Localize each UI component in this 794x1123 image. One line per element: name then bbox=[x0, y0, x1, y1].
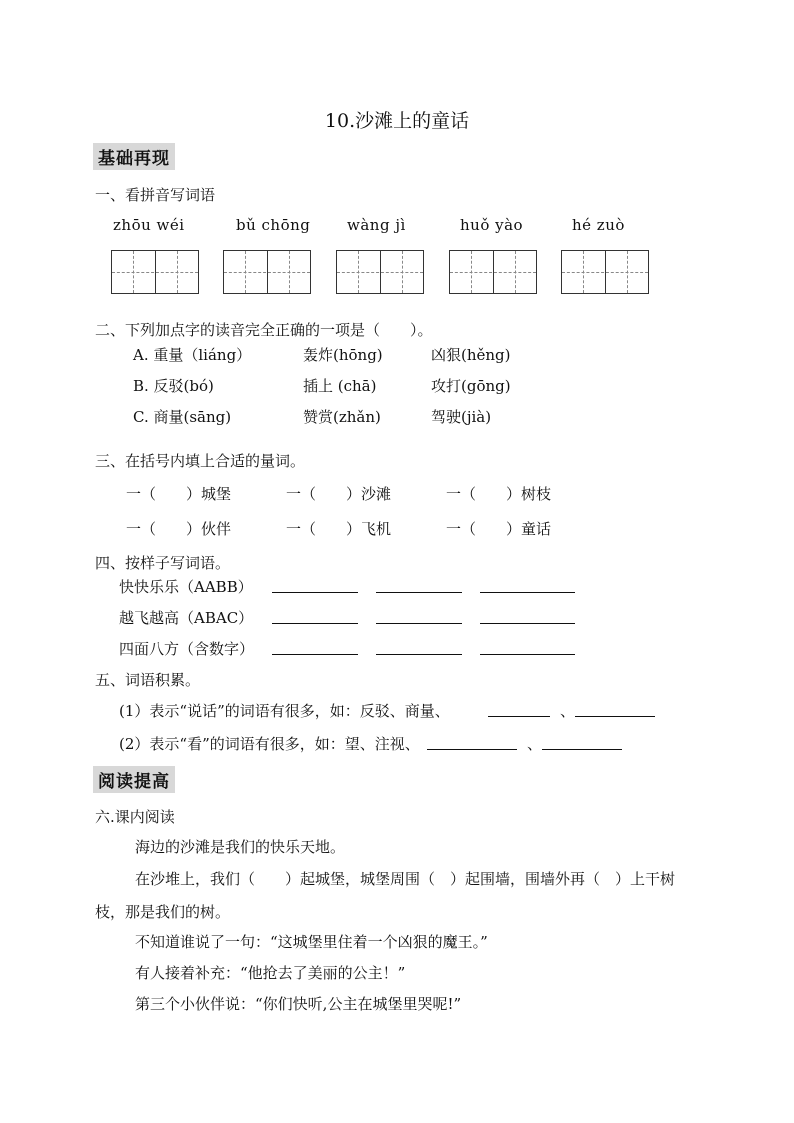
option-b-2: 插上 (chā) bbox=[303, 377, 377, 395]
answer-blank[interactable] bbox=[480, 623, 575, 624]
answer-blank[interactable] bbox=[376, 654, 462, 655]
vocab-item-1: (1）表示“说话”的词语有很多，如：反驳、商量、 bbox=[119, 702, 450, 720]
writing-grid-5[interactable] bbox=[561, 250, 649, 294]
option-c-1: C. 商量(sāng) bbox=[133, 408, 232, 426]
answer-blank[interactable] bbox=[542, 749, 622, 750]
section-banner-reading: 阅读提高 bbox=[93, 766, 175, 793]
pinyin-3: wàng jì bbox=[347, 216, 406, 234]
answer-blank[interactable] bbox=[480, 654, 575, 655]
answer-blank[interactable] bbox=[427, 749, 517, 750]
measure-word-6: 一（ ）童话 bbox=[446, 520, 552, 538]
passage-line: 海边的沙滩是我们的快乐天地。 bbox=[135, 838, 346, 856]
pinyin-2: bǔ chōng bbox=[236, 216, 311, 234]
option-a-1: A. 重量（liáng） bbox=[133, 346, 252, 364]
writing-grid-4[interactable] bbox=[449, 250, 537, 294]
option-c-2: 赞赏(zhǎn) bbox=[303, 408, 381, 426]
writing-grid-3[interactable] bbox=[336, 250, 424, 294]
passage-line: 枝，那是我们的树。 bbox=[95, 903, 231, 921]
option-b-3: 攻打(gōng) bbox=[431, 377, 511, 395]
option-a-3: 凶狠(hěng) bbox=[431, 346, 511, 364]
question-3-heading: 三、在括号内填上合适的量词。 bbox=[95, 452, 306, 470]
answer-blank[interactable] bbox=[376, 592, 462, 593]
question-2-heading: 二、下列加点字的读音完全正确的一项是（ ）。 bbox=[95, 321, 433, 339]
passage-line: 在沙堆上，我们（ ）起城堡，城堡周围（ ）起围墙，围墙外再（ ）上干树 bbox=[135, 870, 676, 888]
answer-blank[interactable] bbox=[488, 716, 550, 717]
passage-line: 不知道谁说了一句：“这城堡里住着一个凶狠的魔王。” bbox=[135, 933, 488, 951]
answer-blank[interactable] bbox=[272, 592, 358, 593]
option-c-3: 驾驶(jià) bbox=[431, 408, 492, 426]
writing-grid-2[interactable] bbox=[223, 250, 311, 294]
pinyin-5: hé zuò bbox=[572, 216, 625, 234]
section-banner-basics: 基础再现 bbox=[93, 143, 175, 170]
passage-line: 有人接着补充：“他抢去了美丽的公主！” bbox=[135, 964, 406, 982]
answer-blank[interactable] bbox=[480, 592, 575, 593]
measure-word-2: 一（ ）沙滩 bbox=[286, 485, 392, 503]
passage-line: 第三个小伙伴说：“你们快听,公主在城堡里哭呢!” bbox=[135, 995, 462, 1013]
measure-word-4: 一（ ）伙伴 bbox=[126, 520, 232, 538]
vocab-item-2: (2）表示“看”的词语有很多，如：望、注视、 bbox=[119, 735, 420, 753]
answer-blank[interactable] bbox=[376, 623, 462, 624]
pinyin-4: huǒ yào bbox=[460, 216, 524, 234]
writing-grid-1[interactable] bbox=[111, 250, 199, 294]
separator: 、 bbox=[527, 735, 543, 753]
pattern-aabb: 快快乐乐（AABB） bbox=[119, 578, 253, 596]
pattern-number: 四面八方（含数字） bbox=[119, 640, 255, 658]
answer-blank[interactable] bbox=[272, 623, 358, 624]
measure-word-1: 一（ ）城堡 bbox=[126, 485, 232, 503]
option-b-1: B. 反驳(bó) bbox=[133, 377, 214, 395]
option-a-2: 轰炸(hōng) bbox=[303, 346, 383, 364]
answer-blank[interactable] bbox=[272, 654, 358, 655]
pinyin-1: zhōu wéi bbox=[113, 216, 185, 234]
measure-word-3: 一（ ）树枝 bbox=[446, 485, 552, 503]
separator: 、 bbox=[560, 702, 576, 720]
question-4-heading: 四、按样子写词语。 bbox=[95, 554, 231, 572]
question-5-heading: 五、词语积累。 bbox=[95, 671, 201, 689]
page-title: 10.沙滩上的童话 bbox=[324, 110, 470, 132]
question-6-heading: 六.课内阅读 bbox=[95, 808, 175, 826]
measure-word-5: 一（ ）飞机 bbox=[286, 520, 392, 538]
question-1-heading: 一、看拼音写词语 bbox=[95, 186, 216, 204]
pattern-abac: 越飞越高（ABAC） bbox=[119, 609, 254, 627]
answer-blank[interactable] bbox=[575, 716, 655, 717]
